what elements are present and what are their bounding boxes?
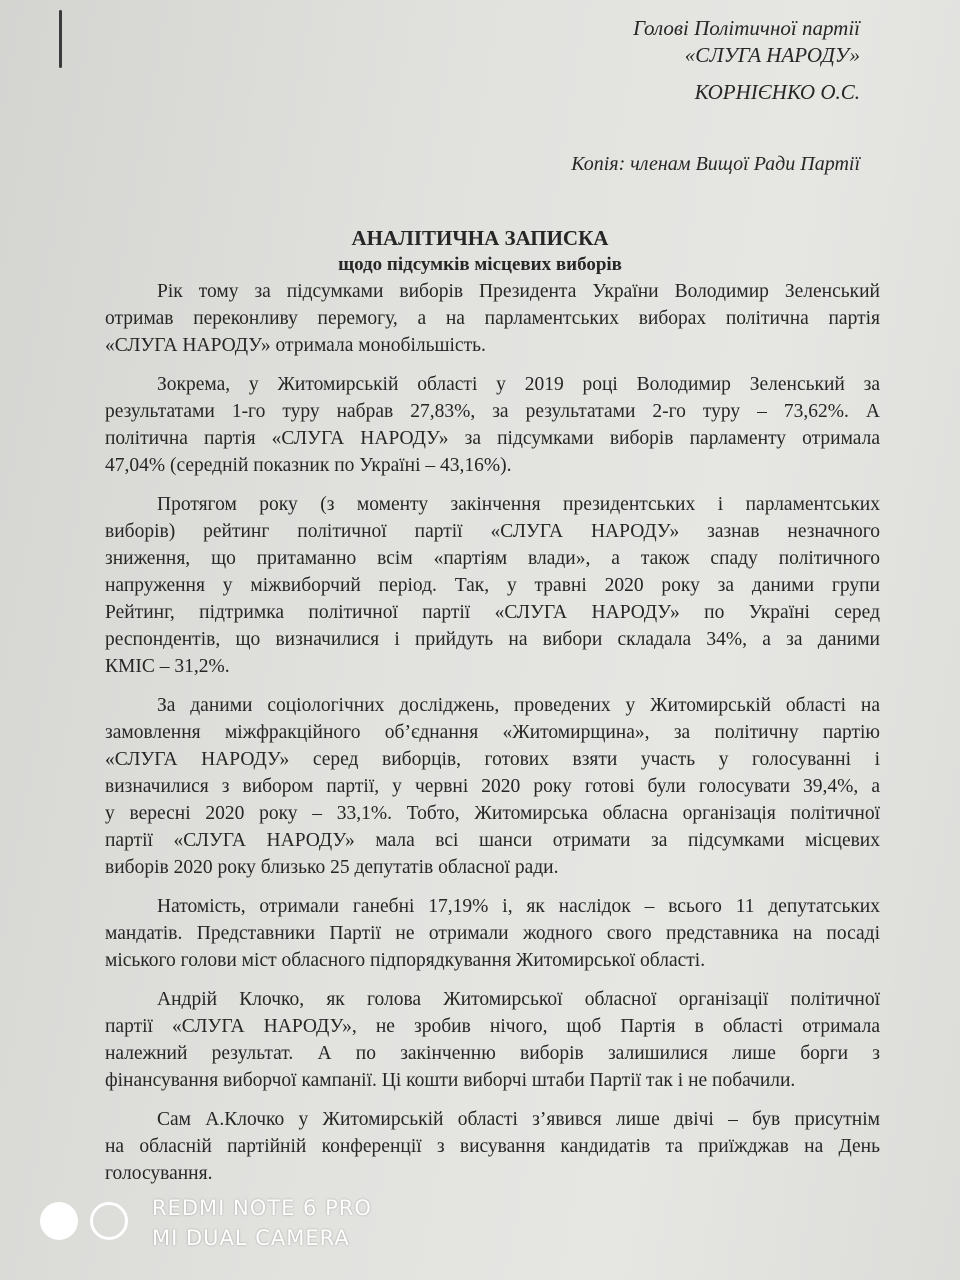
copy-line: Копія: членам Вищої Ради Партії (571, 153, 860, 175)
paragraph-line: Сам А.Клочко у Житомирській області з’явився лише двічі – був присутнім (157, 1109, 880, 1130)
addressee-line-1: Голові Політичної партії (633, 16, 860, 40)
addressee-line-2: «СЛУГА НАРОДУ» (684, 43, 860, 67)
paragraph-line: фінансування виборчої кампанії. Ці кошти виборчі штаби Партії так і не побачили. (105, 1070, 796, 1091)
document-body (105, 278, 880, 1187)
paragraph-line: міського голови міст обласного підпорядкування Житомирської області. (105, 950, 706, 971)
paragraph-line: Андрій Клочко, як голова Житомирської обласної організації політичної (157, 989, 880, 1010)
watermark-line-1: REDMI NOTE 6 PRO (152, 1196, 372, 1220)
paragraph (105, 491, 880, 680)
document-title: АНАЛІТИЧНА ЗАПИСКА (351, 226, 609, 250)
paragraph-line: партії «СЛУГА НАРОДУ», не зробив нічого, щоб Партія в області отримала (105, 1016, 880, 1037)
paragraph (105, 1106, 880, 1187)
paragraph-line: визначилися з вибором партії, у червні 2020 року готові були голосувати 39,4%, а (105, 776, 880, 797)
paragraph-line: на обласній партійній конференції з висування кандидатів та приїжджав на День (105, 1136, 880, 1157)
watermark-dot-icon (40, 1202, 78, 1240)
paragraph-line: у вересні 2020 року – 33,1%. Тобто, Житомирська обласна організація політичної (105, 803, 880, 824)
paragraph-line: належний результат. А по закінченню виборів залишилися лише борги з (105, 1043, 880, 1064)
paragraph (105, 986, 880, 1094)
paragraph-line: респондентів, що визначилися і прийдуть на вибори складала 34%, а за даними (105, 629, 880, 650)
addressee-name: КОРНІЄНКО О.С. (694, 80, 860, 104)
paragraph-line: партії «СЛУГА НАРОДУ» мала всі шанси отримати за підсумками місцевих (105, 830, 880, 851)
paragraph-line: політична партія «СЛУГА НАРОДУ» за підсумками виборів парламенту отримала (105, 428, 880, 449)
watermark-line-2: MI DUAL CAMERA (152, 1226, 350, 1250)
watermark-ring-icon (90, 1202, 128, 1240)
paragraph-line: мандатів. Представники Партії не отримали жодного свого представника на посаді (105, 923, 880, 944)
paragraph-line: Рік тому за підсумками виборів Президента України Володимир Зеленський (157, 281, 880, 302)
paragraph-line: Протягом року (з моменту закінчення президентських і парламентських (157, 494, 880, 515)
paragraph-line: Рейтинг, підтримка політичної партії «СЛУГА НАРОДУ» по Україні серед (105, 602, 880, 623)
paragraph-line: 47,04% (середній показник по Україні – 43,16%). (105, 455, 512, 476)
pen-mark (59, 10, 62, 68)
paragraph (105, 278, 880, 359)
paragraph-line: КМІС – 31,2%. (105, 656, 230, 677)
paragraph-line: замовлення міжфракційного об’єднання «Житомирщина», за політичну партію (105, 722, 880, 743)
paragraph (105, 371, 880, 479)
paragraph-line: зниження, що притаманно всім «партіям влади», а також спаду політичного (105, 548, 880, 569)
paragraph-line: «СЛУГА НАРОДУ» отримала монобільшість. (105, 335, 486, 356)
paragraph-line: виборів 2020 року близько 25 депутатів обласної ради. (105, 857, 559, 878)
paragraph-line: результатами 1-го туру набрав 27,83%, за результатами 2-го туру – 73,62%. А (105, 401, 880, 422)
paragraph-line: За даними соціологічних досліджень, проведених у Житомирській області на (157, 695, 880, 716)
paragraph-line: отримав переконливу перемогу, а на парламентських виборах політична партія (105, 308, 880, 329)
paragraph-line: «СЛУГА НАРОДУ» серед виборців, готових взяти участь у голосуванні і (105, 749, 880, 770)
paragraph-line: Зокрема, у Житомирській області у 2019 році Володимир Зеленський за (157, 374, 880, 395)
paragraph-line: голосування. (105, 1163, 213, 1184)
document-subtitle: щодо підсумків місцевих виборів (338, 254, 622, 275)
paragraph-line: виборів) рейтинг політичної партії «СЛУГА НАРОДУ» зазнав незначного (105, 521, 880, 542)
paragraph-line: напруження у міжвиборчий період. Так, у травні 2020 року за даними групи (105, 575, 880, 596)
paragraph (105, 893, 880, 974)
paragraph (105, 692, 880, 881)
paragraph-line: Натомість, отримали ганебні 17,19% і, як наслідок – всього 11 депутатських (157, 896, 880, 917)
